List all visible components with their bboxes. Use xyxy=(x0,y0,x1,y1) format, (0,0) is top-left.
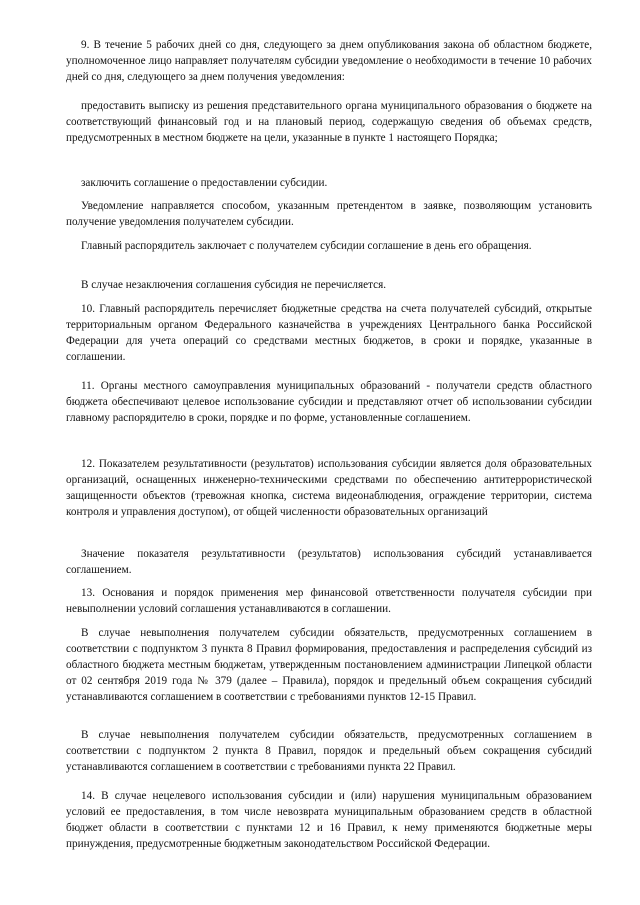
paragraph-extract-requirement: предоставить выписку из решения представительного органа муниципального образования о бюджете на соответствующий финансовый год и на плановый период, содержащую сведения об объемах средств, предусмотренных в местном бюджете на цели, указанные в пункте 1 настоящего Порядка; xyxy=(66,100,592,144)
paragraph-9: 9. В течение 5 рабочих дней со дня, следующего за днем опубликования закона об областном бюджете, уполномоченное лицо направляет получателям субсидии уведомление о необходимости в течение 10 рабочих дней со дня, следующего за днем получения уведомления: xyxy=(66,39,592,83)
paragraph-10: 10. Главный распорядитель перечисляет бюджетные средства на счета получателей субсидий, открытые территориальным органом Федерального казначейства в учреждениях Центрального банка Российской Федерации для учета операций со средствами местных бюджетов, в сроки и порядке, указанные в соглашении. xyxy=(66,303,592,363)
paragraph-subsection-2: В случае невыполнения получателем субсидии обязательств, предусмотренных соглашением в соответствии с подпунктом 2 пункта 8 Правил, порядок и предельный объем сокращения субсидий устанавливаются соглашением в соответствии с требованиями пункта 22 Правил. xyxy=(66,729,592,773)
paragraph-11: 11. Органы местного самоуправления муниципальных образований - получатели средств областного бюджета обеспечивают целевое использование субсидии и представляют отчет об использовании субсидии главному распорядителю в сроки, порядке и по форме, установленные соглашением. xyxy=(66,380,592,424)
paragraph-conclude-agreement: заключить соглашение о предоставлении субсидии. xyxy=(81,177,328,189)
paragraph-subsection-3: В случае невыполнения получателем субсидии обязательств, предусмотренных соглашением в соответствии с подпунктом 3 пункта 8 Правил формирования, предоставления и распределения субсидий из областного бюджета местным бюджетам, утвержденным постановлением администрации Липецкой области от 02 сентября 2019 года № 379 (далее – Правила), порядок и предельный объем сокращения субсидий устанавливаются соглашением в соответствии с требованиями пунктов 12-15 Правил. xyxy=(66,627,592,703)
paragraph-no-transfer: В случае незаключения соглашения субсидия не перечисляется. xyxy=(81,279,387,291)
paragraph-14: 14. В случае нецелевого использования субсидии и (или) нарушения муниципальным образованием условий ее предоставления, в том числе невозврата муниципальным образованием средств в областной бюджет области в соответствии с пунктами 12 и 16 Правил, к нему применяются бюджетные меры принуждения, предусмотренные бюджетным законодательством Российской Федерации. xyxy=(66,790,592,850)
paragraph-12: 12. Показателем результативности (результатов) использования субсидии является доля образовательных организаций, оснащенных инженерно-техническими средствами по обеспечению антитеррористической защищенности объектов (тревожная кнопка, система видеонаблюдения, ограждение территории, система контроля и управления доступом), от общей численности образовательных организаций xyxy=(66,458,592,518)
paragraph-agreement-day: Главный распорядитель заключает с получателем субсидии соглашение в день его обращения. xyxy=(81,240,532,252)
paragraph-indicator-value: Значение показателя результативности (результатов) использования субсидий устанавливается соглашением. xyxy=(66,548,592,576)
paragraph-13: 13. Основания и порядок применения мер финансовой ответственности получателя субсидии при невыполнении условий соглашения устанавливаются в соглашении. xyxy=(66,587,592,615)
paragraph-notification-method: Уведомление направляется способом, указанным претендентом в заявке, позволяющим установить получение уведомления получателем субсидии. xyxy=(66,200,592,228)
